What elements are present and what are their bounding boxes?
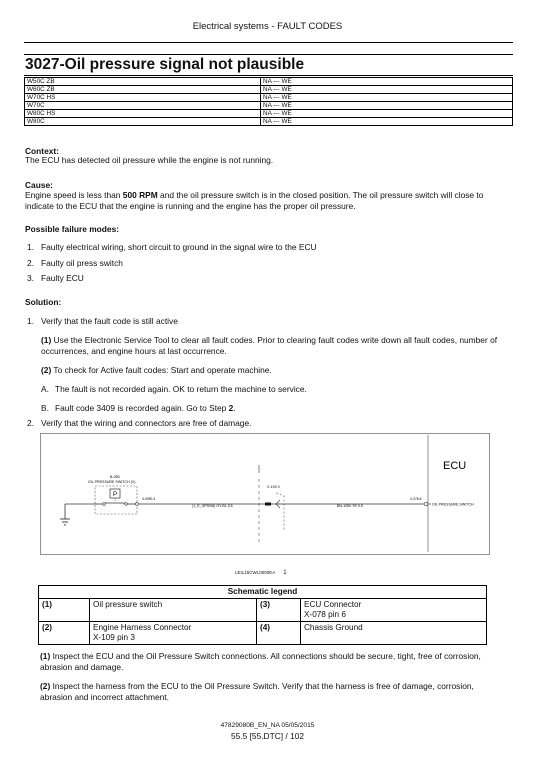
model-cell: W60C ZB [25, 86, 261, 94]
switch-terminal [136, 503, 139, 506]
figure-id: LEIL15CWL0000EA [235, 570, 276, 575]
option-text: Fault code 3409 is recorded again. Go to Step [55, 403, 229, 413]
connector-pin-icon [265, 503, 271, 506]
solution-step-1 [27, 316, 178, 327]
step-number: 2. [27, 418, 34, 428]
legend-number: (1) [39, 599, 90, 622]
solution-paragraph-1 [41, 335, 499, 357]
table-row [39, 622, 487, 645]
model-table [24, 77, 513, 126]
legend-description [90, 622, 257, 645]
cause-text-start: Engine speed is less than [25, 190, 123, 200]
legend-number: (4) [257, 622, 301, 645]
list-item [27, 258, 123, 269]
ecu-pin-icon [424, 502, 428, 506]
model-cell: W80C HS [25, 110, 261, 118]
list-number: 2. [27, 258, 34, 268]
switch-letter: P [112, 492, 118, 498]
ecu-label: ECU [443, 460, 467, 472]
legend-text: ECU Connector [304, 600, 362, 609]
range-cell: NA --- WE [261, 78, 513, 86]
list-text: Faulty oil press switch [41, 258, 123, 268]
cause-text [25, 190, 500, 212]
wire-left-label: X-0590-3 [142, 497, 156, 501]
legend-description [301, 622, 487, 645]
cause-heading: Cause: [25, 180, 53, 190]
legend-text-2: X-109 pin 3 [93, 633, 135, 642]
schematic-border [41, 434, 490, 555]
schematic-legend-table [38, 585, 487, 645]
legend-text: Engine Harness Connector [93, 623, 192, 632]
switch-contact-icon [103, 503, 128, 506]
wire-right-label: BN-1050 YE 0.5 [337, 504, 363, 508]
legend-number: (2) [39, 622, 90, 645]
legend-description [90, 599, 257, 622]
solution-option-a [41, 384, 307, 395]
cause-text-end: and the oil pressure switch is in the closed position. The oil pressure switch will close to indicate to the ECU that the engine is running and the engine has the proper oil pressure. [25, 190, 484, 211]
connector-label: X-109 3 [267, 485, 280, 489]
page-title: 3027-Oil pressure signal not plausible [25, 56, 305, 73]
table-row [25, 102, 513, 110]
table-row [25, 94, 513, 102]
context-text: The ECU has detected oil pressure while the engine is not running. [25, 155, 274, 165]
step-text: Verify that the fault code is still active [41, 316, 178, 326]
solution-step-2 [27, 418, 251, 429]
option-step-ref: 2 [228, 403, 234, 413]
title-rule-top [24, 54, 513, 55]
solution-heading: Solution: [25, 297, 62, 307]
step-number: 1. [27, 316, 34, 326]
range-cell: NA --- WE [261, 86, 513, 94]
wire-mid-label: (1_E_OPS/06) GY-BL 0.5 [192, 504, 233, 508]
model-cell: W80C [25, 118, 261, 126]
paragraph-label: (1) [40, 651, 51, 661]
solution-paragraph-2 [41, 365, 272, 376]
figure-number: 1 [283, 570, 287, 576]
table-row [25, 78, 513, 86]
legend-text-2: X-078 pin 6 [304, 610, 346, 619]
ecu-pin-code: X-078-6 [410, 497, 422, 501]
legend-description [301, 599, 487, 622]
range-cell: NA --- WE [261, 110, 513, 118]
wiring-schematic [40, 433, 490, 555]
model-cell: W50C ZB [25, 78, 261, 86]
page-header: Electrical systems - FAULT CODES [192, 21, 343, 32]
model-cell: W70C HS [25, 94, 261, 102]
footer-doc-id: 47829080B_EN_NA 05/05/2015 [220, 722, 315, 729]
cause-rpm: 500 RPM [122, 190, 158, 200]
chassis-ground-icon [60, 519, 70, 525]
option-text-end: . [233, 403, 236, 413]
ecu-pin-label: OIL PRESSURE SWITCH [432, 502, 474, 507]
option-letter: A. [41, 384, 49, 394]
table-row [25, 86, 513, 94]
table-row [25, 110, 513, 118]
range-cell: NA --- WE [261, 94, 513, 102]
switch-enclosure [95, 486, 137, 514]
model-cell: W70C [25, 102, 261, 110]
header-rule [24, 42, 513, 43]
paragraph-text: Use the Electronic Service Tool to clear all fault codes. Prior to clearing fault codes write down all fault codes, number of occurrences, and engine hours at last occurrence. [41, 335, 498, 356]
list-text: Faulty ECU [41, 273, 84, 283]
legend-number: (3) [257, 599, 301, 622]
inspection-paragraph-1 [40, 651, 492, 673]
paragraph-label: (1) [41, 335, 52, 345]
paragraph-label: (2) [40, 681, 51, 691]
inspection-paragraph-2 [40, 681, 492, 703]
paragraph-label: (2) [41, 365, 52, 375]
list-number: 1. [27, 242, 34, 252]
solution-option-b [41, 403, 236, 414]
failure-modes-heading: Possible failure modes: [25, 224, 120, 234]
title-rule-bottom [24, 75, 513, 76]
list-number: 3. [27, 273, 34, 283]
list-text: Faulty electrical wiring, short circuit to ground in the signal wire to the ECU [41, 242, 317, 252]
footer-page-number: 55.5 [55.DTC] / 102 [230, 731, 305, 741]
switch-code: B-055 [110, 475, 120, 479]
table-row [25, 118, 513, 126]
list-item [27, 242, 317, 253]
legend-title: Schematic legend [39, 586, 487, 599]
table-row [39, 599, 487, 622]
paragraph-text: Inspect the ECU and the Oil Pressure Switch connections. All connections should be secure, tight, free of corrosion, abrasion and damage. [40, 651, 481, 672]
context-heading: Context: [25, 146, 59, 156]
range-cell: NA --- WE [261, 118, 513, 126]
option-text: The fault is not recorded again. OK to return the machine to service. [55, 384, 307, 394]
legend-text: Chassis Ground [304, 623, 363, 632]
paragraph-text: To check for Active fault codes: Start and operate machine. [51, 365, 272, 375]
range-cell: NA --- WE [261, 102, 513, 110]
paragraph-text: Inspect the harness from the ECU to the Oil Pressure Switch. Verify that the harness is free of damage, corrosion, abrasion and incorrect attachment. [40, 681, 474, 702]
figure-reference [235, 570, 287, 576]
list-item [27, 273, 84, 284]
option-letter: B. [41, 403, 49, 413]
switch-name: OIL PRESSURE SWITCH (V) [88, 480, 136, 484]
step-text: Verify that the wiring and connectors are free of damage. [41, 418, 252, 428]
legend-text: Oil pressure switch [93, 600, 163, 609]
